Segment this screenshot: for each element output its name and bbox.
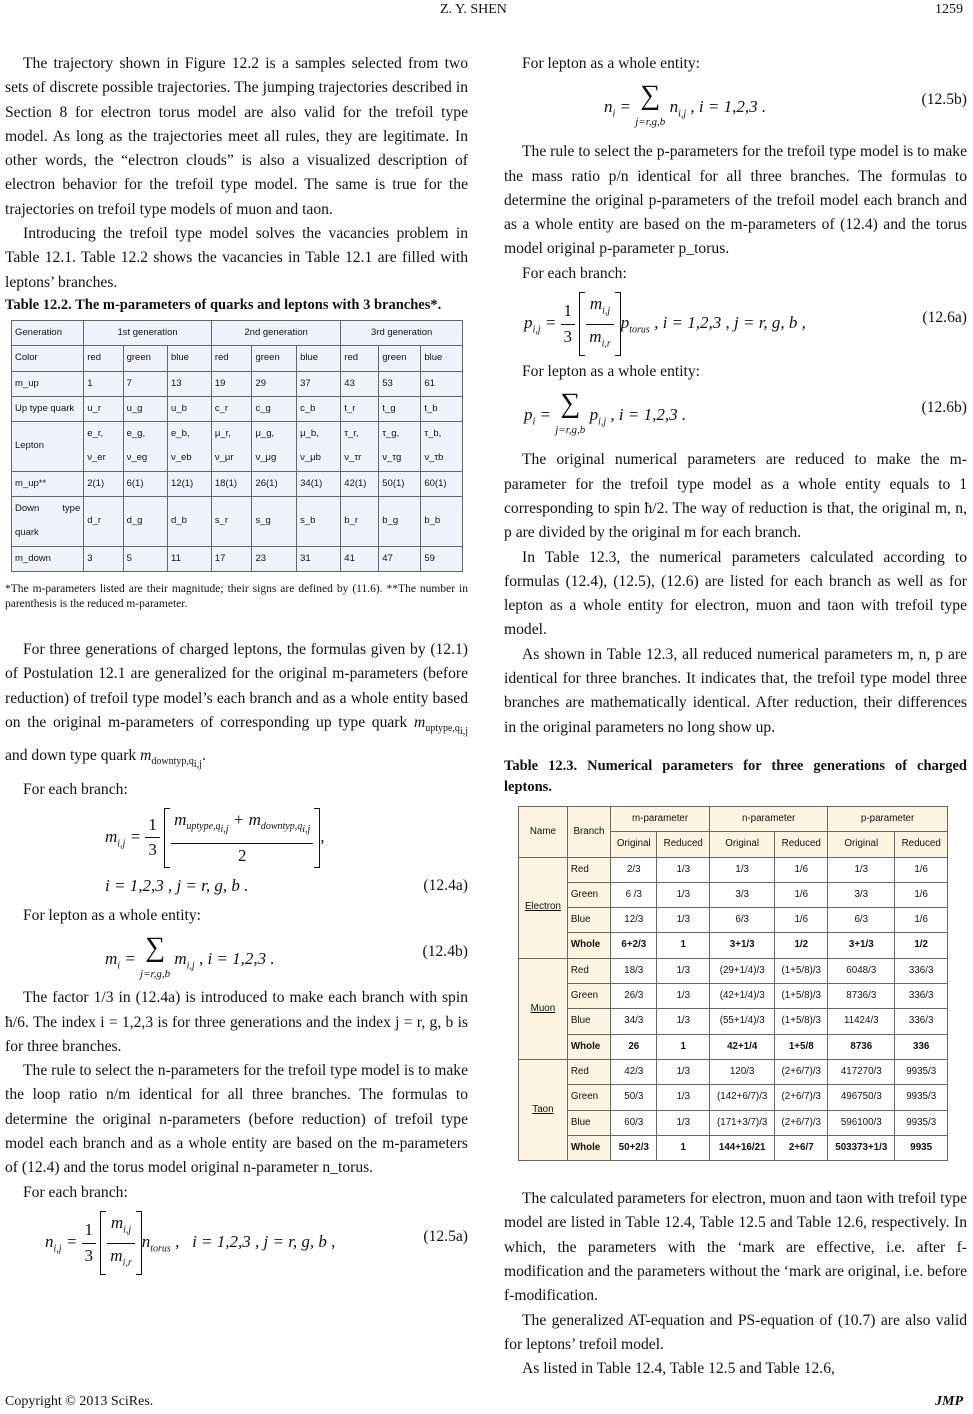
running-author: Z. Y. SHEN [440,2,507,17]
table3-cell: (2+6/7)/3 [775,1085,828,1110]
table2-cell: 2(1) [84,471,123,496]
table3-branch-label: Green [567,1085,610,1110]
table-row [519,1034,948,1059]
table3-cell: 1/6 [775,908,828,933]
table2-note: *The m-parameters listed are their magnitude; their signs are defined by (11.6). **The number in parenthesis is the reduced m-parameter. [5,582,468,610]
table3-cell: 9935/3 [895,1110,948,1135]
table3-cell: 6/3 [710,908,775,933]
table3-branch-label: Blue [567,1110,610,1135]
table3-cell: 1/3 [657,908,710,933]
table2-cell: s_g [252,497,297,547]
table2-head-generation: Generation [12,320,84,345]
table3-cell: 1/6 [895,908,948,933]
table3-cell: 336 [895,1034,948,1059]
paragraph-n-rule: The rule to select the n-parameters for the trefoil type model is to make the loop ratio n/m identical for all three branches. The formulas to determine the original n-parameters (before reduction) of trefoil type model each branch and as a whole entity are based on the m-parameters of (12.4) and the torus model original n-parameter n_torus. [5,1062,468,1177]
table3-branch-label: Blue [567,1009,610,1034]
table2-cell: c_g [252,396,297,421]
equation-12-4a: $m_{i,j}$ = $\frac{1}{3}$ $\frac{m_{uptype,q_{i,j}} + m_{downtyp,q_{i,j}}}{2}$ , [105,808,468,868]
table3-cell: 6048/3 [828,958,895,983]
table3-cell: 2+6/7 [775,1135,828,1160]
table2-cell: 6(1) [123,471,167,496]
table3-cell: 3+1/3 [828,933,895,958]
paragraph-identical: As shown in Table 12.3, all reduced numerical parameters m, n, p are identical for three branches. It indicates that, the trefoil type model three branches are mathematically identical. After reduction, their differences in the original parameters no long show up. [504,645,967,736]
table3-subhead: Reduced [895,832,948,857]
table2-color-cell: red [341,346,379,371]
table3-cell: 18/3 [611,958,657,983]
table3-branch-label: Red [567,1059,610,1084]
table2-cell: c_r [211,396,252,421]
table2-cell: 18(1) [211,471,252,496]
table2-cell: t_g [379,396,421,421]
table2-color-cell: red [84,346,123,371]
table2-head-gen-3: 3rd generation [341,320,463,345]
table-row [519,1009,948,1034]
table2-cell: 23 [252,546,297,571]
table3-group-name: Electron [519,857,568,958]
table-row [12,396,463,421]
table2-cell: t_r [341,396,379,421]
table3-cell: (1+5/8)/3 [775,1009,828,1034]
table3-cell: 1/2 [895,933,948,958]
left-column [5,52,468,1277]
table3-cell: 50/3 [611,1085,657,1110]
table3-subhead: Reduced [775,832,828,857]
table3-cell: (2+6/7)/3 [775,1110,828,1135]
equation-12-6b: $p_i$ = ∑ j=r,g,b $p_{i,j}$ , i = 1,2,3 . (12.6b) [524,388,967,437]
table3-cell: 596100/3 [828,1110,895,1135]
eq-number-12-5b: (12.5b) [921,91,967,109]
table3-cell: 6 /3 [611,882,657,907]
table3-cell: 60/3 [611,1110,657,1135]
table-row [12,546,463,571]
table3-cell: 1/2 [775,933,828,958]
table3 [518,806,948,1161]
table3-cell: 12/3 [611,908,657,933]
eq-number-12-5a: (12.5a) [423,1227,468,1245]
table3-cell: 1/6 [895,857,948,882]
table3-branch-label: Whole [567,1135,610,1160]
table2-cell: 43 [341,371,379,396]
table3-cell: 417270/3 [828,1059,895,1084]
table3-cell: 50+2/3 [611,1135,657,1160]
table3-cell: 144+16/21 [710,1135,775,1160]
table-row [519,908,948,933]
table3-cell: 336/3 [895,958,948,983]
table3-cell: 9935 [895,1135,948,1160]
table3-cell: 1/3 [657,958,710,983]
table3-cell: 1+5/8 [775,1034,828,1059]
table3-branch-label: Green [567,984,610,1009]
table3-branch-label: Red [567,958,610,983]
table3-cell: 8736/3 [828,984,895,1009]
table-row [519,882,948,907]
label-each-branch-1: For each branch: [23,780,128,798]
table2-color-cell: blue [297,346,341,371]
table3-cell: 1/3 [657,984,710,1009]
table2-cell: u_r [84,396,123,421]
table3-cell: 26/3 [611,984,657,1009]
table2-cell: u_g [123,396,167,421]
table2-cell: 17 [211,546,252,571]
eq-number-12-4a: (12.4a) [423,876,468,894]
p3-text: For three generations of charged leptons, the formulas given by (12.1) of Postulation 12.1 are generalized for the original m-parameters (before reduction) of trefoil type model’s each branch and as a whole entity based on the original m-parameters of corresponding up type quark [5,640,468,731]
table3-cell: 120/3 [710,1059,775,1084]
label-each-branch-3: For each branch: [522,264,627,282]
table3-branch-label: Whole [567,933,610,958]
table2-cell: 26(1) [252,471,297,496]
table3-head-m: m-parameter [611,806,710,831]
table3-cell: 503373+1/3 [828,1135,895,1160]
paragraph-factor: The factor 1/3 in (12.4a) is introduced to make each branch with spin ħ/6. The index i = 1,2,3 is for three generations and the index j = r, g, b is for three branches. [5,989,468,1055]
right-column [504,52,967,1381]
eq-number-12-4b: (12.4b) [422,943,468,961]
footer-journal: JMP [935,1394,963,1409]
table3-cell: 3+1/3 [710,933,775,958]
table3-cell: 1 [657,1034,710,1059]
table2-color-cell: blue [421,346,463,371]
table2-cell: 11 [168,546,212,571]
table2-cell: m_down [12,546,84,571]
table3-cell: 2/3 [611,857,657,882]
table2-cell: d_b [168,497,212,547]
table2-cell: d_r [84,497,123,547]
table2-head-gen-1: 1st generation [84,320,212,345]
table2-cell: 34(1) [297,471,341,496]
table-row [519,958,948,983]
paragraph-as-listed: As listed in Table 12.4, Table 12.5 and Table 12.6, [522,1360,835,1378]
table2-color-cell: green [379,346,421,371]
table-row [12,422,463,472]
table3-group-name: Taon [519,1059,568,1160]
table2-head-gen-2: 2nd generation [211,320,340,345]
table2-cell: 50(1) [379,471,421,496]
table3-head-p: p-parameter [828,806,948,831]
table3-cell: 1/3 [657,1059,710,1084]
table2-cell: 53 [379,371,421,396]
table2-cell: τ_b, ν_τb [421,422,463,472]
table3-cell: 34/3 [611,1009,657,1034]
table2-cell: 29 [252,371,297,396]
paragraph-vacancies: Introducing the trefoil type model solves the vacancies problem in Table 12.1. Table 12.2 shows the vacancies in Table 12.1 are filled with leptons’ branches. [5,225,468,291]
table2-cell: Down type quark [12,497,84,547]
table3-cell: 1/6 [895,882,948,907]
table2-color-cell: green [123,346,167,371]
table3-head-name: Name [519,806,568,857]
table3-subhead: Reduced [657,832,710,857]
table3-cell: 42+1/4 [710,1034,775,1059]
table3-cell: (142+6/7)/3 [710,1085,775,1110]
table-row [519,1135,948,1160]
table3-head-branch: Branch [567,806,610,857]
table2-cell: s_b [297,497,341,547]
table3-cell: 1/3 [657,882,710,907]
table3-cell: 26 [611,1034,657,1059]
paragraph-table3-intro: In Table 12.3, the numerical parameters calculated according to formulas (12.4), (12.5), (12.6) are listed for each branch as well as for lepton as a whole entity for electron, muon and taon with trefoil type model. [504,548,967,639]
table2-cell: t_b [421,396,463,421]
table3-group-name: Muon [519,958,568,1059]
table3-cell: 336/3 [895,1009,948,1034]
table2-cell: 42(1) [341,471,379,496]
table3-cell: 42/3 [611,1059,657,1084]
table2-cell: μ_b, ν_μb [297,422,341,472]
table2-cell: c_b [297,396,341,421]
table2-cell: b_b [421,497,463,547]
table2-cell: u_b [168,396,212,421]
paragraph-trajectory: The trajectory shown in Figure 12.2 is a samples selected from two sets of discrete possible trajectories. The jumping trajectories described in Section 8 for electron torus model are also valid for the trefoil type model. As long as the trajectories meet all rules, they are legitimate. In other words, the “electron clouds” is also a visualized description of electron behavior for the trefoil type model. The same is true for the trajectories on trefoil type models of muon and taon. [5,55,468,218]
table2-cell: 41 [341,546,379,571]
table3-branch-label: Green [567,882,610,907]
table3-cell: 1 [657,933,710,958]
table2-cell: 1 [84,371,123,396]
table3-branch-label: Blue [567,908,610,933]
table2-color-cell: blue [168,346,212,371]
table2-cell: 37 [297,371,341,396]
table2-cell: 7 [123,371,167,396]
p3-tail: and down type quark [5,747,137,765]
label-lepton-whole-3: For lepton as a whole entity: [522,363,700,381]
table-row [12,471,463,496]
table2-cell: 47 [379,546,421,571]
table2-cell: 59 [421,546,463,571]
table3-cell: 1/3 [710,857,775,882]
table2-cell: e_r, ν_er [84,422,123,472]
table2-cell: m_up** [12,471,84,496]
table-row [519,984,948,1009]
equation-12-4a-index: i = 1,2,3 , j = r, g, b . (12.4a) [105,874,468,898]
table2-cell: m_up [12,371,84,396]
table2-cell: s_r [211,497,252,547]
table3-cell: 1/3 [657,1085,710,1110]
table-row [12,371,463,396]
table2-cell: τ_g, ν_τg [379,422,421,472]
table3-cell: 6+2/3 [611,933,657,958]
table3-cell: 1/6 [775,857,828,882]
table2-cell: 60(1) [421,471,463,496]
eq-number-12-6b: (12.6b) [921,399,967,417]
table3-cell: 11424/3 [828,1009,895,1034]
table2-cell: 3 [84,546,123,571]
table2 [11,320,463,572]
table2-cell: 19 [211,371,252,396]
label-lepton-whole-2: For lepton as a whole entity: [522,55,700,72]
table2-cell: 12(1) [168,471,212,496]
table3-cell: 9935/3 [895,1085,948,1110]
table2-cell: Up type quark [12,396,84,421]
table2-cell: μ_r, ν_μr [211,422,252,472]
table2-cell: e_g, ν_eg [123,422,167,472]
table3-cell: 6/3 [828,908,895,933]
table3-cell: 1/3 [657,1110,710,1135]
table3-cell: 9935/3 [895,1059,948,1084]
label-each-branch-2: For each branch: [23,1183,128,1201]
table2-cell: Lepton [12,422,84,472]
table3-cell: (55+1/4)/3 [710,1009,775,1034]
table3-cell: 1 [657,1135,710,1160]
table2-cell: 31 [297,546,341,571]
paragraph-generalized: The generalized AT-equation and PS-equation of (10.7) are also valid for leptons’ trefoil model. [504,1311,967,1353]
table2-cell: μ_g, ν_μg [252,422,297,472]
table2-color-cell: Color [12,346,84,371]
equation-12-5a: $n_{i,j}$ = $\frac{1}{3}$ $\frac{m_{i,j}}{m_{i,r}}$ $n_{torus}$ , i = 1,2,3 , j = r, g, b , (12.5a) [45,1211,468,1271]
paragraph-calculated: The calculated parameters for electron, muon and taon with trefoil type model are listed in Table 12.4, Table 12.5 and Table 12.6, respectively. In which, the parameters with the ‘mark are effective, i.e. after f-modification and the parameters without the ‘mark are original, i.e. before f-modification. [504,1190,967,1305]
table3-cell: 1/6 [775,882,828,907]
table3-cell: 496750/3 [828,1085,895,1110]
equation-12-6a: $p_{i,j}$ = $\frac{1}{3}$ $\frac{m_{i,j}}{m_{i,r}}$ $p_{torus}$ , i = 1,2,3 , j = r, g, b , (12.6a) [524,292,967,354]
table-row [519,1059,948,1084]
table-row [519,933,948,958]
table3-cell: 1/3 [657,857,710,882]
table3-subhead: Original [828,832,895,857]
table2-caption: Table 12.2. The m-parameters of quarks and leptons with 3 branches*. [5,296,442,313]
table2-cell: τ_r, ν_τr [341,422,379,472]
table3-cell: 3/3 [828,882,895,907]
table3-cell: (29+1/4)/3 [710,958,775,983]
eq-number-12-6a: (12.6a) [922,309,967,327]
footer-copyright: Copyright © 2013 SciRes. [5,1394,154,1409]
table-row [12,497,463,547]
table2-color-cell: red [211,346,252,371]
table-row [519,1085,948,1110]
table2-cell: 5 [123,546,167,571]
table3-cell: 1/3 [657,1009,710,1034]
table3-subhead: Original [710,832,775,857]
table2-cell: b_g [379,497,421,547]
paragraph-p-rule: The rule to select the p-parameters for the trefoil type model is to make the mass ratio p/n identical for all three branches. The formulas to determine the original p-parameters of the trefoil model each branch and as a whole entity are based on the m-parameters of (12.4) and the torus model original p-parameter p_torus. [504,143,967,258]
table3-branch-label: Red [567,857,610,882]
paragraph-reduction: The original numerical parameters are reduced to make the m-parameter for the trefoil type model as a whole entity equals to 1 corresponding to spin ħ/2. The way of reduction is that, the original m, n, p are divided by the original m for each branch. [504,451,967,542]
table3-cell: 8736 [828,1034,895,1059]
table-row [519,1110,948,1135]
table2-cell: e_b, ν_eb [168,422,212,472]
table3-cell: (1+5/8)/3 [775,984,828,1009]
table3-subhead: Original [611,832,657,857]
table2-cell: 61 [421,371,463,396]
table2-cell: b_r [341,497,379,547]
paragraph-charged-leptons: For three generations of charged leptons, the formulas given by (12.1) of Postulation 12.1 are generalized for the original m-parameters (before reduction) of trefoil type model’s each branch and as a whole entity based on the original m-parameters of corresponding up type quark $m_{uptype,q_{i,j}}$ and down type quark $m_{downtyp,q_{i,j}}$. [5,640,468,771]
table3-branch-label: Whole [567,1034,610,1059]
table3-cell: (42+1/4)/3 [710,984,775,1009]
table3-cell: (1+5/8)/3 [775,958,828,983]
table3-cell: 3/3 [710,882,775,907]
table-row [519,857,948,882]
table3-cell: 336/3 [895,984,948,1009]
equation-12-4b: $m_i$ = ∑ j=r,g,b $m_{i,j}$ , i = 1,2,3 . (12.4b) [105,932,468,981]
table3-cell: (171+3/7)/3 [710,1110,775,1135]
equation-12-5b: $n_i$ = ∑ j=r,g,b $n_{i,j}$ , i = 1,2,3 . (12.5b) [604,80,967,129]
table3-head-n: n-parameter [710,806,828,831]
table3-cell: (2+6/7)/3 [775,1059,828,1084]
table3-cell: 1/3 [828,857,895,882]
table2-cell: d_g [123,497,167,547]
table3-caption: Table 12.3. Numerical parameters for three generations of charged leptons. [504,757,967,795]
page-number: 1259 [935,2,963,17]
table2-cell: 13 [168,371,212,396]
label-lepton-whole-1: For lepton as a whole entity: [23,906,201,924]
table2-color-cell: green [252,346,297,371]
